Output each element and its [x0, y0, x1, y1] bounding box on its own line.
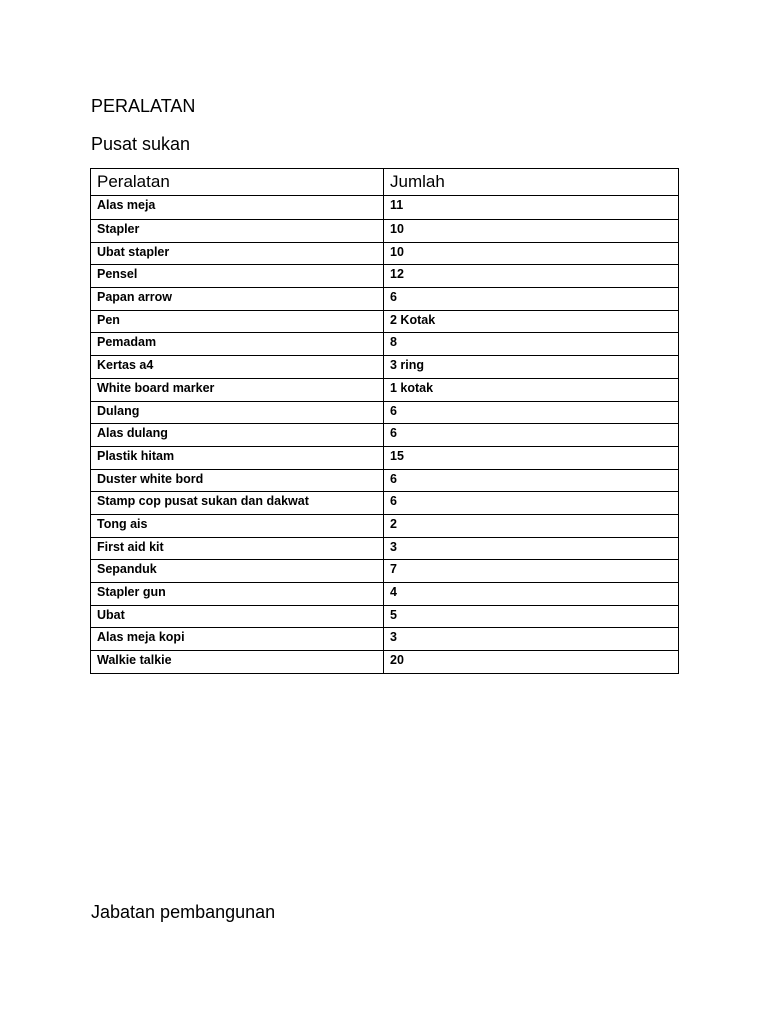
cell-peralatan: Duster white bord: [91, 469, 384, 492]
table-row: [91, 446, 679, 469]
cell-peralatan: Kertas a4: [91, 356, 384, 379]
cell-peralatan: Tong ais: [91, 514, 384, 537]
cell-peralatan: Dulang: [91, 401, 384, 424]
cell-jumlah: 2 Kotak: [384, 310, 679, 333]
cell-peralatan: Alas dulang: [91, 424, 384, 447]
cell-jumlah: 7: [384, 560, 679, 583]
cell-jumlah: 6: [384, 288, 679, 311]
column-header-jumlah: Jumlah: [384, 169, 679, 196]
cell-peralatan: Pensel: [91, 265, 384, 288]
cell-peralatan: First aid kit: [91, 537, 384, 560]
cell-jumlah: 3: [384, 628, 679, 651]
cell-jumlah: 3 ring: [384, 356, 679, 379]
cell-peralatan: Pemadam: [91, 333, 384, 356]
table-row: [91, 469, 679, 492]
cell-peralatan: Ubat: [91, 605, 384, 628]
table-row: [91, 514, 679, 537]
table-row: [91, 401, 679, 424]
cell-jumlah: 4: [384, 583, 679, 606]
cell-jumlah: 15: [384, 446, 679, 469]
table-row: [91, 651, 679, 674]
table-row: [91, 605, 679, 628]
cell-peralatan: Pen: [91, 310, 384, 333]
cell-jumlah: 8: [384, 333, 679, 356]
table-row: [91, 310, 679, 333]
cell-jumlah: 3: [384, 537, 679, 560]
cell-peralatan: Stapler gun: [91, 583, 384, 606]
cell-peralatan: Papan arrow: [91, 288, 384, 311]
cell-jumlah: 1 kotak: [384, 378, 679, 401]
page-title: PERALATAN: [91, 96, 196, 116]
table-row: [91, 356, 679, 379]
table-row: [91, 242, 679, 265]
table-row: [91, 583, 679, 606]
cell-peralatan: Plastik hitam: [91, 446, 384, 469]
cell-peralatan: Alas meja kopi: [91, 628, 384, 651]
cell-jumlah: 6: [384, 424, 679, 447]
table-row: [91, 378, 679, 401]
cell-jumlah: 10: [384, 242, 679, 265]
cell-jumlah: 2: [384, 514, 679, 537]
table-row: [91, 288, 679, 311]
cell-jumlah: 5: [384, 605, 679, 628]
table-row: [91, 537, 679, 560]
table-row: [91, 492, 679, 515]
cell-jumlah: 20: [384, 651, 679, 674]
table-row: [91, 560, 679, 583]
table-row: [91, 333, 679, 356]
cell-peralatan: Walkie talkie: [91, 651, 384, 674]
table-row: [91, 424, 679, 447]
cell-jumlah: 10: [384, 220, 679, 243]
section-heading-pusat-sukan: Pusat sukan: [91, 134, 191, 154]
cell-jumlah: 12: [384, 265, 679, 288]
cell-peralatan: White board marker: [91, 378, 384, 401]
table-header-row: [91, 169, 679, 196]
section-heading-jabatan-pembangunan: Jabatan pembangunan: [91, 902, 276, 922]
table-row: [91, 628, 679, 651]
cell-jumlah: 11: [384, 196, 679, 220]
cell-peralatan: Stapler: [91, 220, 384, 243]
cell-peralatan: Sepanduk: [91, 560, 384, 583]
cell-peralatan: Ubat stapler: [91, 242, 384, 265]
cell-jumlah: 6: [384, 401, 679, 424]
table-body: [91, 196, 679, 674]
table-row: [91, 196, 679, 220]
table-row: [91, 265, 679, 288]
equipment-table: [90, 168, 679, 674]
cell-peralatan: Stamp cop pusat sukan dan dakwat: [91, 492, 384, 515]
column-header-peralatan: Peralatan: [91, 169, 384, 196]
cell-jumlah: 6: [384, 469, 679, 492]
cell-peralatan: Alas meja: [91, 196, 384, 220]
cell-jumlah: 6: [384, 492, 679, 515]
table-row: [91, 220, 679, 243]
